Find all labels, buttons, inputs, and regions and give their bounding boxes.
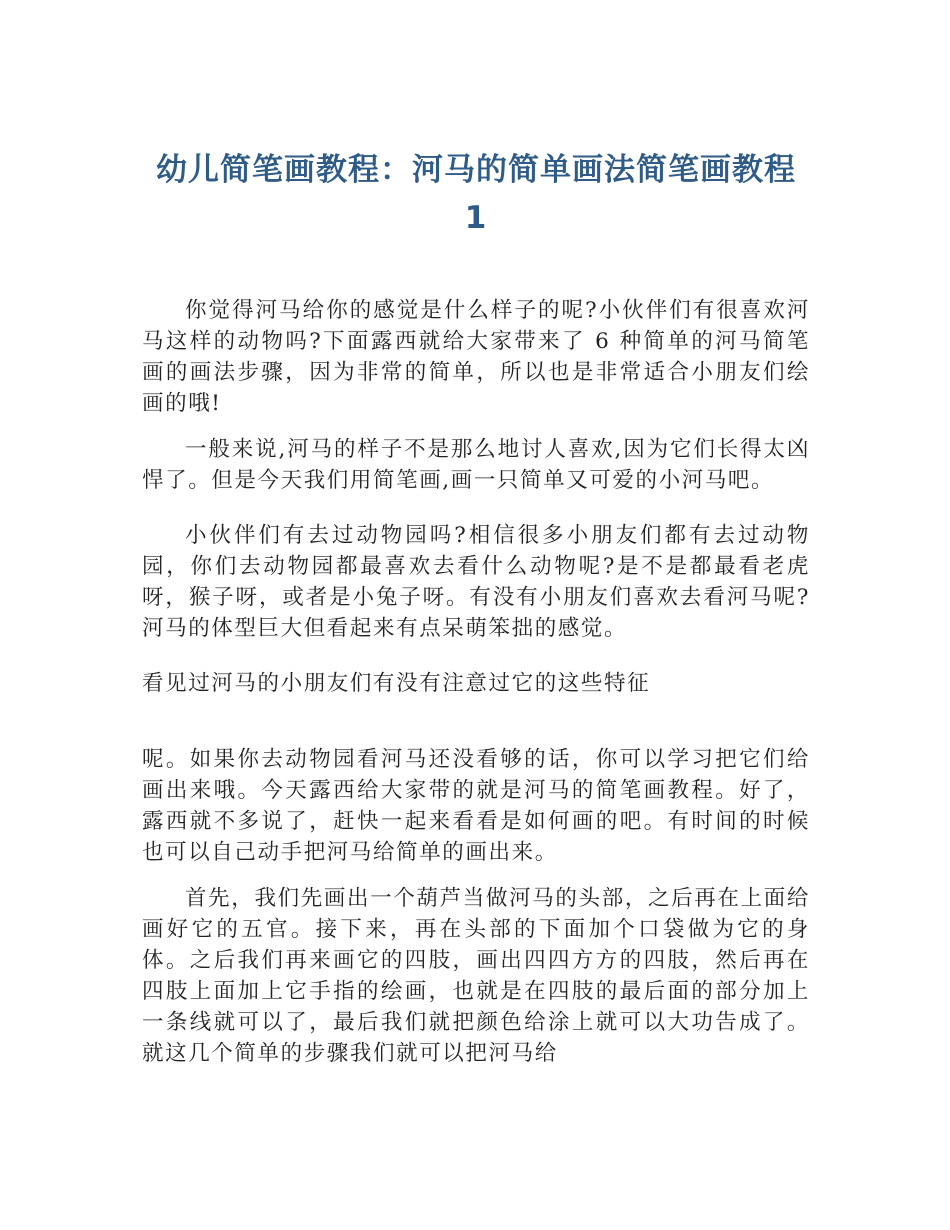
document-page	[142, 0, 810, 1069]
document-body	[142, 295, 810, 1069]
paragraph-features-line: 看见过河马的小朋友们有没有注意过它的这些特征	[142, 671, 651, 696]
paragraph-general: 一般来说,河马的样子不是那么地讨人喜欢,因为它们长得太凶悍了。但是今天我们用简笔画,画一只简单又可爱的小河马吧。	[142, 437, 810, 493]
paragraph-steps: 首先，我们先画出一个葫芦当做河马的头部，之后再在上面给画好它的五官。接下来，再在头部的下面加个口袋做为它的身体。之后我们再来画它的四肢，画出四四方方的四肢，然后再在四肢上面加上它手指的绘画，也就是在四肢的最后面的部分加上一条线就可以了，最后我们就把颜色给涂上就可以大功告成了。就这几个简单的步骤我们就可以把河马给	[142, 886, 810, 1066]
paragraph-zoo: 小伙伴们有去过动物园吗?相信很多小朋友们都有去过动物园，你们去动物园都最喜欢去看什么动物呢?是不是都最看老虎呀，猴子呀，或者是小兔子呀。有没有小朋友们喜欢去看河马呢?河马的体型巨大但看起来有点呆萌笨拙的感觉。	[142, 523, 810, 641]
paragraph-intro: 你觉得河马给你的感觉是什么样子的呢?小伙伴们有很喜欢河马这样的动物吗?下面露西就给大家带来了 6 种简单的河马简笔画的画法步骤，因为非常的简单，所以也是非常适合小朋友们绘画的哦!	[142, 298, 810, 416]
paragraph-continuation: 呢。如果你去动物园看河马还没看够的话，你可以学习把它们给画出来哦。今天露西给大家带的就是河马的简笔画教程。好了，露西就不多说了，赶快一起来看看是如何画的吧。有时间的时候也可以自己动手把河马给简单的画出来。	[142, 747, 810, 865]
document-title: 幼儿简笔画教程：河马的简单画法简笔画教程 1	[156, 152, 796, 236]
